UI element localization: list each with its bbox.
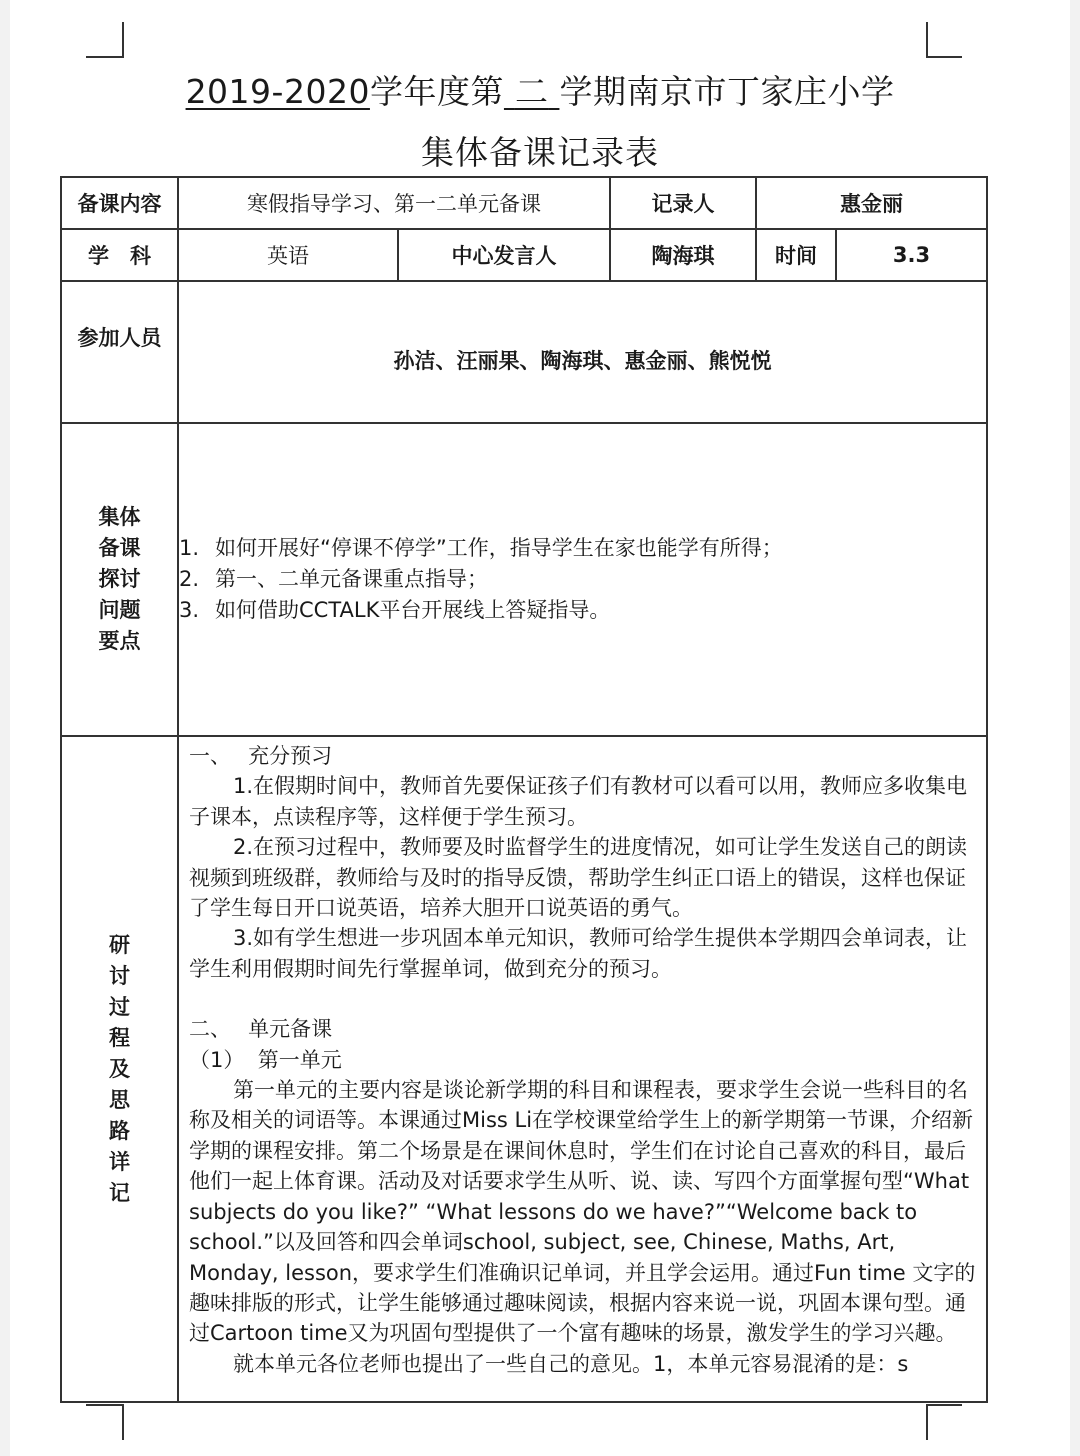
document-subtitle: 集体备课记录表 (421, 133, 659, 172)
time-value: 3.3 (836, 229, 987, 281)
label-subject: 学 科 (61, 229, 178, 281)
label-content: 备课内容 (61, 177, 178, 229)
list-item: 1. 如何开展好“停课不停学”工作，指导学生在家也能学有所得； (179, 536, 783, 560)
sub-heading: （1） 第一单元 (189, 1047, 342, 1072)
label-char: 记 (109, 1180, 130, 1205)
label-speaker: 中心发言人 (398, 229, 610, 281)
label-char: 探讨 (98, 567, 141, 591)
title-part-a: 学年度第 (369, 72, 504, 111)
subject-value: 英语 (178, 229, 398, 281)
row-content (61, 177, 987, 229)
label-recorder: 记录人 (610, 177, 756, 229)
title-term: 二 (514, 72, 549, 111)
document-title (0, 66, 1080, 113)
label-char: 及 (109, 1056, 130, 1081)
crop-mark-bottom-right (926, 1404, 962, 1440)
row-discussion-points (61, 423, 987, 736)
list-item: 2. 第一、二单元备课重点指导； (179, 567, 488, 591)
label-discussion-notes (61, 736, 178, 1402)
record-table (60, 176, 988, 1403)
label-char: 要点 (98, 629, 141, 653)
label-time: 时间 (756, 229, 836, 281)
row-subject (61, 229, 987, 281)
label-participants: 参加人员 (61, 281, 178, 423)
label-char: 研 (109, 932, 130, 957)
title-year: 2019-2020 (185, 72, 370, 111)
row-discussion-notes (61, 736, 987, 1402)
label-char: 集体 (98, 505, 141, 529)
paragraph: 3.如有学生想进一步巩固本单元知识，教师可给学生提供本学期四会单词表，让学生利用假期时间先行掌握单词，做到充分的预习。 (189, 926, 968, 981)
paragraph: 2.在预习过程中，教师要及时监督学生的进度情况，如可让学生发送自己的朗读视频到班级群，教师给与及时的指导反馈，帮助学生纠正口语上的错误，这样也保证了学生每日开口说英语，培养大胆开口说英语的勇气。 (189, 835, 968, 921)
crop-mark-top-right (926, 22, 962, 58)
crop-mark-top-left (86, 22, 124, 58)
section-heading: 一、 充分预习 (189, 744, 333, 768)
section-heading: 二、 单元备课 (189, 1017, 333, 1042)
speaker-value: 陶海琪 (610, 229, 756, 281)
row-participants (61, 281, 987, 423)
paragraph: 第一单元的主要内容是谈论新学期的科目和课程表，要求学生会说一些科目的名称及相关的词语等。本课通过Miss Li在学校课堂给学生上的新学期第一节课，介绍新学期的课程安排。第二个场景是在课间休息时，学生们在讨论自己喜欢的科目，最后他们一起上体育课。活动及对话要求学生从听、说、读、写四个方面掌握句型“What subjects do you like?” “What lessons do we have?”“Welcome back to school.”以及回答和四会单词school, subject, see, Chinese, Maths, Art, Monday, lesson，要求学生们准确识记单词，并且学会运用。通过Fun time 文字的趣味排版的形式，让学生能够通过趣味阅读，根据内容来说一说，巩固本课句型。通过Cartoon time又为巩固句型提供了一个富有趣味的场景，激发学生的学习兴趣。 (189, 1078, 976, 1346)
label-char: 过 (109, 994, 130, 1019)
paragraph: 1.在假期时间中，教师首先要保证孩子们有教材可以看可以用，教师应多收集电子课本，点读程序等，这样便于学生预习。 (189, 774, 968, 829)
label-char: 思 (109, 1087, 130, 1112)
label-char: 问题 (98, 598, 141, 622)
spacer (189, 984, 978, 1014)
participants-value: 孙洁、汪丽果、陶海琪、惠金丽、熊悦悦 (178, 281, 987, 423)
discussion-notes (178, 736, 987, 1402)
label-char: 路 (109, 1118, 130, 1143)
crop-mark-bottom-left (86, 1404, 124, 1440)
recorder-value: 惠金丽 (756, 177, 987, 229)
paragraph: 就本单元各位老师也提出了一些自己的意见。1，本单元容易混淆的是：s (233, 1351, 909, 1376)
label-discussion-points (61, 423, 178, 736)
discussion-points-list (178, 423, 987, 736)
title-part-b: 学期南京市丁家庄小学 (559, 72, 895, 111)
label-char: 详 (109, 1149, 130, 1174)
label-char: 备课 (98, 536, 141, 560)
label-char: 讨 (109, 963, 130, 988)
list-item: 3. 如何借助CCTALK平台开展线上答疑指导。 (179, 598, 611, 622)
label-char: 程 (109, 1025, 130, 1050)
content-value: 寒假指导学习、第一二单元备课 (178, 177, 610, 229)
